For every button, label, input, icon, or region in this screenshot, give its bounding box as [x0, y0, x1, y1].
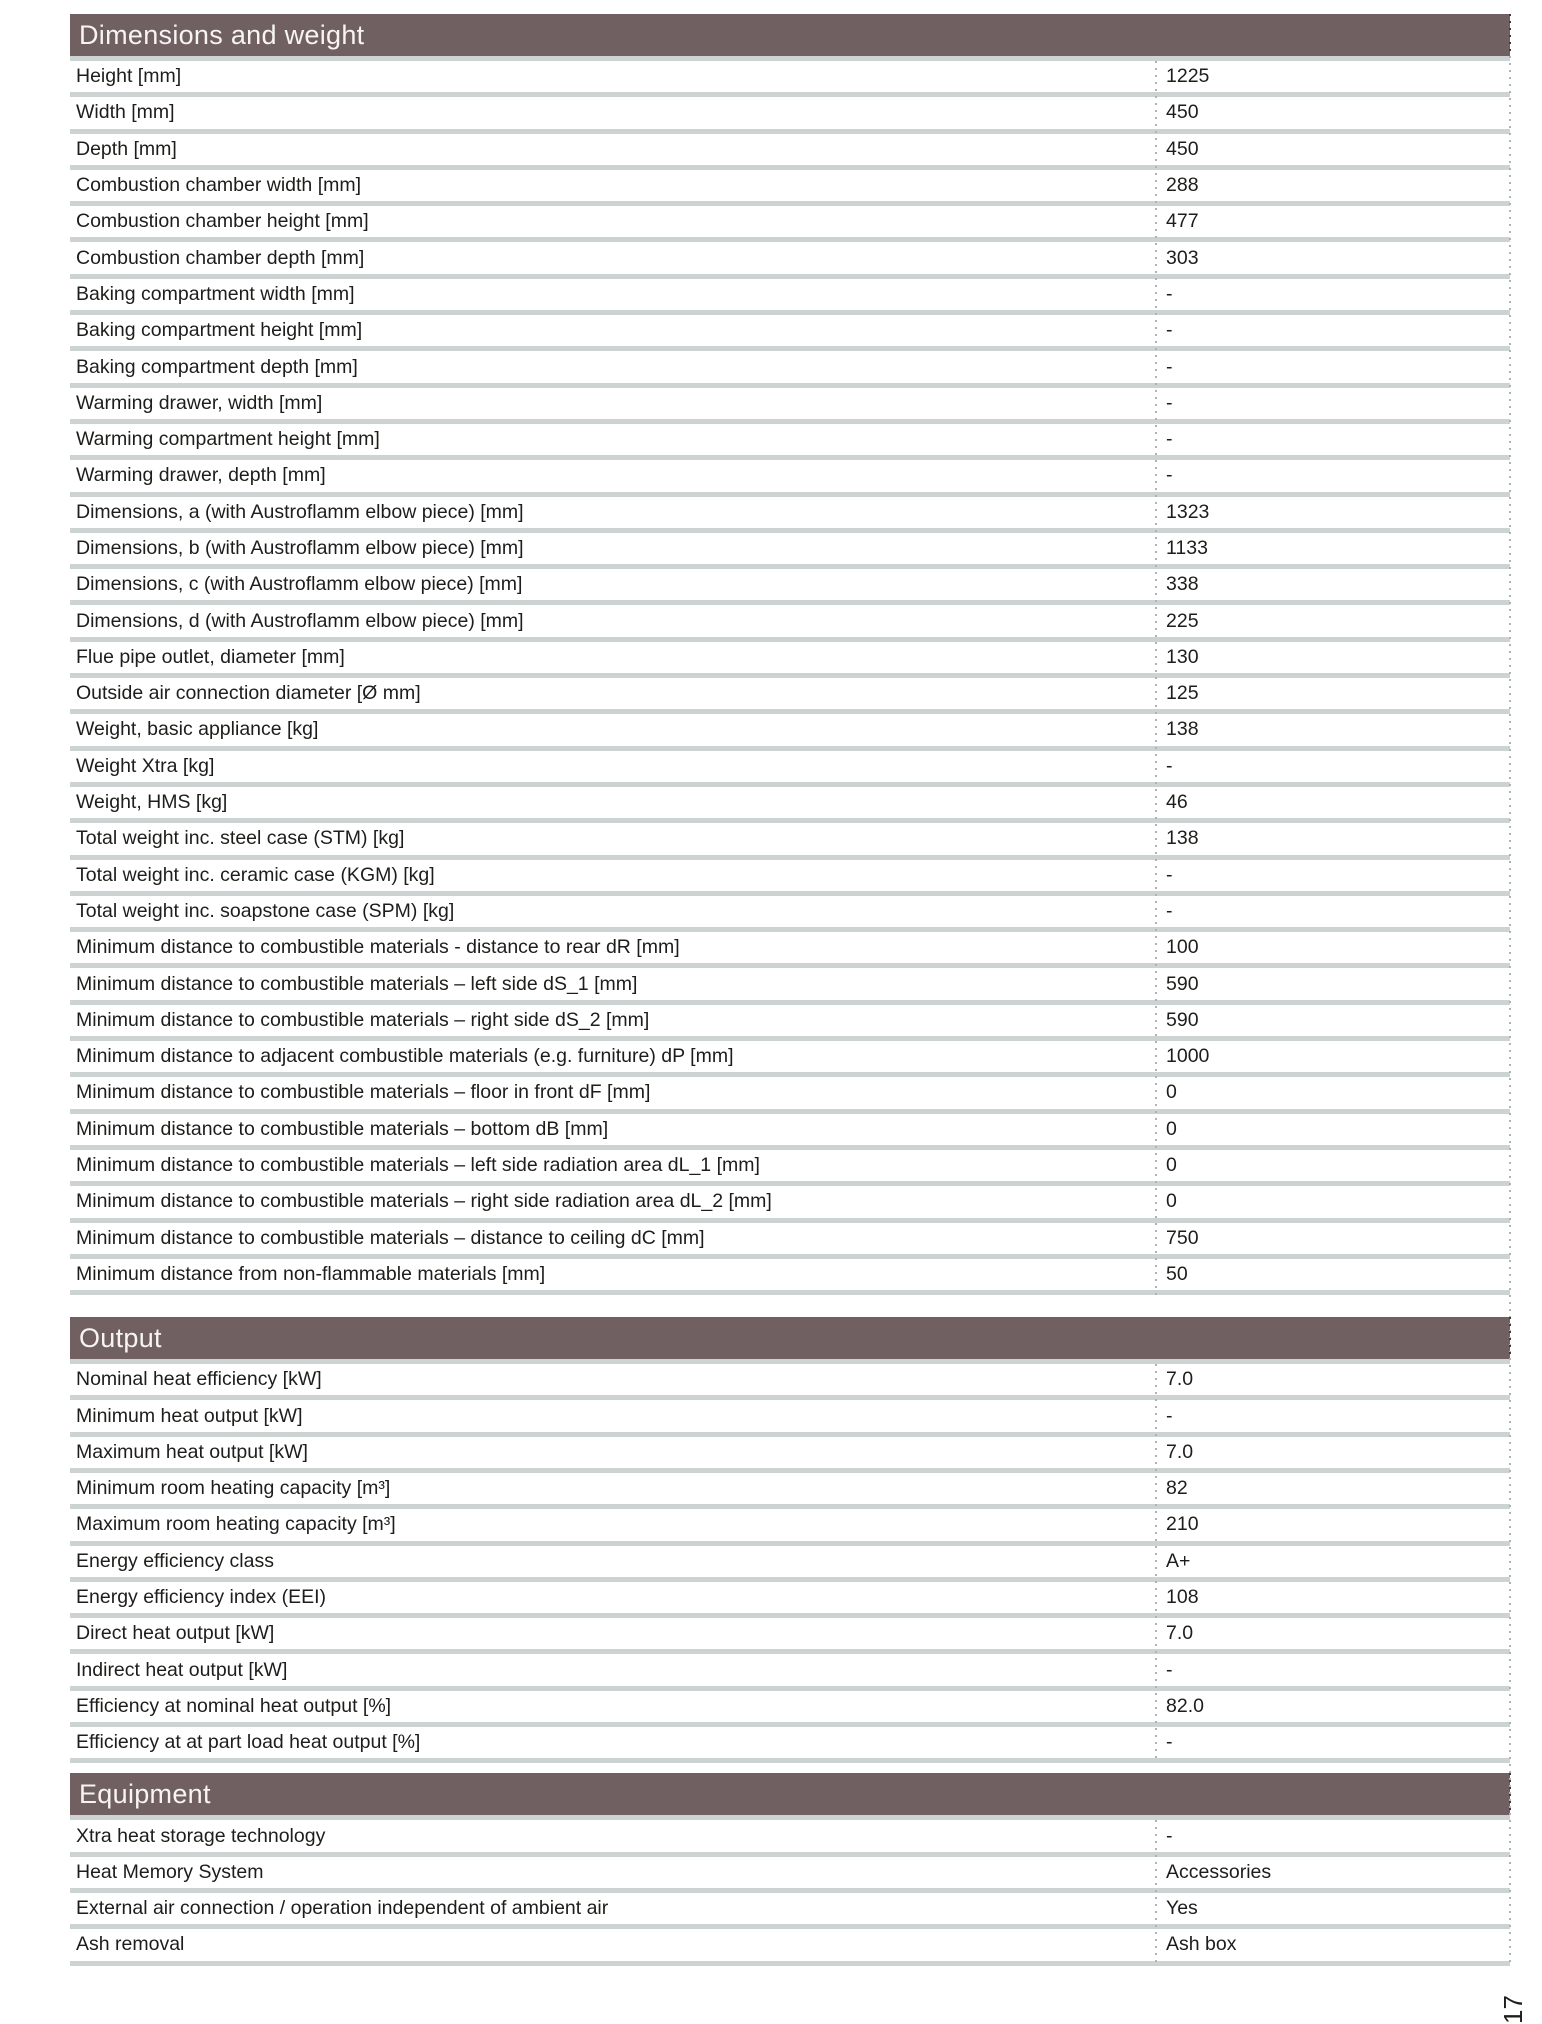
row-value: - [1166, 863, 1173, 886]
row-value: 7.0 [1166, 1622, 1194, 1645]
row-label: Baking compartment depth [mm] [76, 355, 358, 378]
row-value: 130 [1166, 645, 1199, 668]
row-label: Outside air connection diameter [Ø mm] [76, 682, 421, 705]
table-row [70, 1400, 1510, 1436]
row-label: External air connection / operation independent of ambient air [76, 1897, 609, 1920]
page-number: 17 [1497, 1995, 1528, 2024]
table-row [70, 968, 1510, 1004]
table-row [70, 1077, 1510, 1113]
table-row [70, 497, 1510, 533]
row-value: - [1166, 899, 1173, 922]
row-label: Dimensions, b (with Austroflamm elbow piece) [mm] [76, 537, 524, 559]
row-label: Minimum distance to combustible materials - distance to rear dR [mm] [76, 936, 680, 959]
row-label: Baking compartment height [mm] [76, 319, 363, 342]
section-rows [70, 1815, 1510, 1965]
row-label: Heat Memory System [76, 1860, 264, 1883]
section-header: Output [70, 1317, 1510, 1359]
spec-sheet [70, 14, 1510, 1966]
row-value: 338 [1166, 573, 1199, 596]
row-value: 0 [1166, 1190, 1177, 1213]
row-value: - [1166, 1658, 1173, 1681]
table-row [70, 1509, 1510, 1545]
row-value: 0 [1166, 1117, 1177, 1140]
row-label: Warming drawer, depth [mm] [76, 464, 326, 487]
row-label: Energy efficiency index (EEI) [76, 1586, 327, 1609]
section-rows [70, 1359, 1510, 1763]
row-label: Dimensions, d (with Austroflamm elbow piece) [mm] [76, 609, 524, 632]
row-value: - [1166, 355, 1173, 378]
row-label: Combustion chamber width [mm] [76, 174, 362, 197]
row-value: Accessories [1166, 1860, 1272, 1883]
row-value: - [1166, 464, 1173, 487]
table-row [70, 1727, 1510, 1763]
row-value: 138 [1166, 827, 1199, 850]
table-row [70, 678, 1510, 714]
row-label: Indirect heat output [kW] [76, 1658, 288, 1681]
row-value: - [1166, 319, 1173, 342]
row-label: Minimum distance from non-flammable materials [mm] [76, 1262, 546, 1285]
table-row [70, 569, 1510, 605]
row-label: Dimensions, c (with Austroflamm elbow piece) [mm] [76, 573, 523, 596]
row-label: Direct heat output [kW] [76, 1622, 275, 1645]
row-label: Minimum distance to combustible materials – right side dS_2 [mm] [76, 1008, 650, 1031]
row-label: Minimum distance to combustible materials – bottom dB [mm] [76, 1117, 609, 1140]
row-value: 82.0 [1166, 1694, 1204, 1717]
row-value: 108 [1166, 1586, 1199, 1609]
table-row [70, 1437, 1510, 1473]
row-value: 50 [1166, 1262, 1188, 1285]
row-label: Height [mm] [76, 65, 182, 88]
table-row [70, 1546, 1510, 1582]
row-label: Total weight inc. ceramic case (KGM) [kg] [76, 863, 435, 886]
row-label: Maximum room heating capacity [m³] [76, 1513, 396, 1536]
row-label: Minimum heat output [kW] [76, 1404, 303, 1427]
table-row [70, 896, 1510, 932]
table-row [70, 206, 1510, 242]
row-value: 1323 [1166, 500, 1210, 523]
table-row [70, 424, 1510, 460]
table-row [70, 97, 1510, 133]
row-value: 210 [1166, 1513, 1199, 1536]
row-label: Minimum distance to combustible materials – left side dS_1 [mm] [76, 972, 638, 995]
table-row [70, 1259, 1510, 1295]
row-value: 288 [1166, 174, 1199, 197]
table-row [70, 315, 1510, 351]
row-value: 7.0 [1166, 1368, 1194, 1391]
table-row [70, 1857, 1510, 1893]
section-dimensions-and-weight [70, 14, 1510, 1295]
row-value: 46 [1166, 791, 1188, 814]
row-value: 477 [1166, 210, 1199, 233]
row-label: Combustion chamber depth [mm] [76, 246, 365, 269]
table-row [70, 1473, 1510, 1509]
row-value: 138 [1166, 718, 1199, 741]
row-value: - [1166, 1731, 1173, 1754]
row-label: Minimum distance to adjacent combustible materials (e.g. furniture) dP [mm] [76, 1045, 734, 1068]
row-label: Ash removal [76, 1933, 185, 1956]
row-label: Combustion chamber height [mm] [76, 210, 369, 233]
row-label: Xtra heat storage technology [76, 1824, 326, 1847]
section-header: Dimensions and weight [70, 14, 1510, 56]
row-value: 1133 [1166, 537, 1208, 559]
row-value: - [1166, 754, 1173, 777]
table-row [70, 1582, 1510, 1618]
row-value: - [1166, 1824, 1173, 1847]
row-value: Yes [1166, 1897, 1198, 1920]
row-value: 590 [1166, 1008, 1199, 1031]
row-value: 590 [1166, 972, 1199, 995]
table-row [70, 170, 1510, 206]
table-row [70, 1691, 1510, 1727]
row-label: Warming compartment height [mm] [76, 428, 380, 451]
row-label: Warming drawer, width [mm] [76, 391, 323, 414]
table-row [70, 242, 1510, 278]
row-value: 125 [1166, 682, 1199, 705]
row-label: Minimum distance to combustible materials – left side radiation area dL_1 [mm] [76, 1154, 760, 1177]
row-label: Minimum distance to combustible materials – right side radiation area dL_2 [mm] [76, 1190, 772, 1213]
table-row [70, 605, 1510, 641]
table-row [70, 787, 1510, 823]
row-value: 100 [1166, 936, 1199, 959]
table-row [70, 533, 1510, 569]
row-label: Energy efficiency class [76, 1549, 274, 1572]
table-row [70, 1186, 1510, 1222]
row-label: Nominal heat efficiency [kW] [76, 1368, 322, 1391]
table-row [70, 1150, 1510, 1186]
table-row [70, 134, 1510, 170]
row-value: 1225 [1166, 65, 1210, 88]
table-row [70, 1654, 1510, 1690]
row-value: 0 [1166, 1154, 1177, 1177]
row-label: Maximum heat output [kW] [76, 1440, 308, 1463]
row-value: 750 [1166, 1226, 1199, 1249]
row-label: Flue pipe outlet, diameter [mm] [76, 645, 345, 668]
table-row [70, 1005, 1510, 1041]
row-value: - [1166, 391, 1173, 414]
table-row [70, 279, 1510, 315]
spec-sections [70, 14, 1510, 1966]
section-rows [70, 56, 1510, 1295]
table-row [70, 1114, 1510, 1150]
section-equipment [70, 1773, 1510, 1965]
row-label: Total weight inc. soapstone case (SPM) [kg] [76, 899, 455, 922]
table-row [70, 460, 1510, 496]
row-label: Baking compartment width [mm] [76, 282, 355, 305]
row-value: 0 [1166, 1081, 1177, 1104]
row-value: - [1166, 1404, 1173, 1427]
row-value: 450 [1166, 137, 1199, 160]
section-output [70, 1317, 1510, 1763]
table-row [70, 351, 1510, 387]
row-value: - [1166, 282, 1173, 305]
row-value: Ash box [1166, 1933, 1237, 1956]
table-row [70, 860, 1510, 896]
row-label: Weight Xtra [kg] [76, 754, 215, 777]
row-label: Total weight inc. steel case (STM) [kg] [76, 827, 405, 850]
row-label: Dimensions, a (with Austroflamm elbow piece) [mm] [76, 500, 524, 523]
table-row [70, 823, 1510, 859]
row-value: 225 [1166, 609, 1199, 632]
table-row [70, 1929, 1510, 1965]
table-row [70, 61, 1510, 97]
row-value: A+ [1166, 1549, 1191, 1572]
row-label: Efficiency at at part load heat output [%] [76, 1731, 421, 1754]
row-label: Depth [mm] [76, 137, 177, 160]
table-row [70, 1041, 1510, 1077]
table-row [70, 1223, 1510, 1259]
row-value: 450 [1166, 101, 1199, 124]
row-label: Minimum room heating capacity [m³] [76, 1477, 391, 1500]
table-row [70, 388, 1510, 424]
table-row [70, 1820, 1510, 1856]
table-row [70, 932, 1510, 968]
table-row [70, 642, 1510, 678]
row-label: Minimum distance to combustible materials – floor in front dF [mm] [76, 1081, 651, 1104]
row-value: - [1166, 428, 1173, 451]
table-row [70, 1893, 1510, 1929]
table-row [70, 751, 1510, 787]
row-value: 82 [1166, 1477, 1188, 1500]
row-value: 1000 [1166, 1045, 1210, 1068]
row-label: Weight, basic appliance [kg] [76, 718, 319, 741]
section-header: Equipment [70, 1773, 1510, 1815]
row-value: 303 [1166, 246, 1199, 269]
row-value: 7.0 [1166, 1440, 1194, 1463]
row-label: Width [mm] [76, 101, 175, 124]
row-label: Minimum distance to combustible materials – distance to ceiling dC [mm] [76, 1226, 705, 1249]
table-row [70, 1618, 1510, 1654]
table-row [70, 1364, 1510, 1400]
row-label: Weight, HMS [kg] [76, 791, 228, 814]
row-label: Efficiency at nominal heat output [%] [76, 1694, 392, 1717]
table-row [70, 714, 1510, 750]
